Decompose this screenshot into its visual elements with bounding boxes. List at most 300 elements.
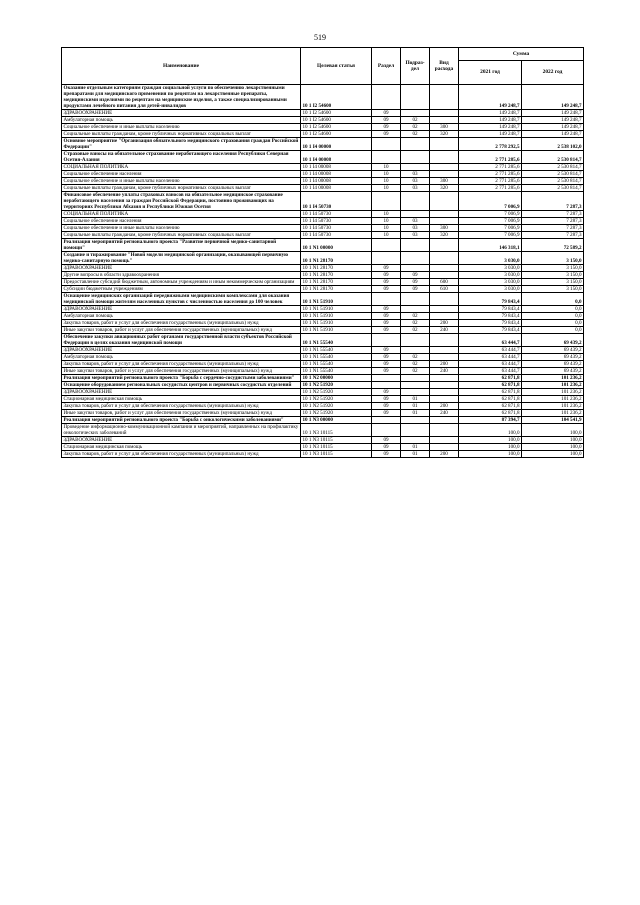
table-row	[62, 239, 584, 252]
table-row	[62, 361, 584, 368]
table-row	[62, 396, 584, 403]
table-row	[62, 151, 584, 164]
cell-expense-type	[430, 375, 459, 382]
cell-section: 10	[372, 225, 401, 232]
cell-2022: 3 150,0	[522, 286, 584, 293]
cell-name: Реализация мероприятий регионального проекта "Борьба с сердечно-сосудистыми заболеваниями"	[62, 375, 301, 382]
cell-name: Социальные выплаты гражданам, кроме публичных нормативных социальных выплат	[62, 232, 301, 239]
cell-expense-type	[430, 192, 459, 211]
cell-2022: 149 248,7	[522, 131, 584, 138]
cell-2021: 2 771 285,6	[459, 185, 522, 192]
cell-name: Закупка товаров, работ и услуг для обеспечения государственных (муниципальных) нужд	[62, 451, 301, 458]
cell-2022: 7 287,3	[522, 192, 584, 211]
cell-subsection	[401, 211, 430, 218]
table-row	[62, 424, 584, 437]
cell-section: 09	[372, 265, 401, 272]
cell-target-code: 10 1 I4 00008	[301, 151, 372, 164]
cell-section: 09	[372, 117, 401, 124]
cell-2021: 2 771 285,6	[459, 171, 522, 178]
cell-name: Социальные выплаты гражданам, кроме публичных нормативных социальных выплат	[62, 185, 301, 192]
cell-2021: 149 248,7	[459, 117, 522, 124]
cell-2021: 87 394,7	[459, 417, 522, 424]
cell-2021: 63 444,7	[459, 334, 522, 347]
cell-expense-type	[430, 211, 459, 218]
cell-name: Иные закупки товаров, работ и услуг для обеспечения государственных (муниципальных) нужд	[62, 410, 301, 417]
table-row	[62, 279, 584, 286]
cell-name: Закупка товаров, работ и услуг для обеспечения государственных (муниципальных) нужд	[62, 403, 301, 410]
cell-expense-type: 200	[430, 403, 459, 410]
table-row	[62, 117, 584, 124]
table-row	[62, 306, 584, 313]
cell-subsection	[401, 85, 430, 110]
table-row	[62, 334, 584, 347]
cell-2022: 104 541,9	[522, 417, 584, 424]
cell-2021: 2 771 285,6	[459, 178, 522, 185]
cell-section: 09	[372, 368, 401, 375]
cell-subsection: 02	[401, 368, 430, 375]
cell-subsection: 01	[401, 410, 430, 417]
cell-target-code: 10 1 N3 10115	[301, 444, 372, 451]
cell-subsection	[401, 424, 430, 437]
cell-target-code: 10 1 N1 55540	[301, 347, 372, 354]
cell-2021: 79 843,4	[459, 313, 522, 320]
cell-target-code: 10 1 N1 55540	[301, 354, 372, 361]
cell-section: 09	[372, 444, 401, 451]
cell-subsection: 01	[401, 403, 430, 410]
cell-section: 09	[372, 389, 401, 396]
cell-target-code: 10 1 I4 00008	[301, 171, 372, 178]
header-name: Наименование	[62, 48, 301, 85]
cell-section	[372, 151, 401, 164]
cell-expense-type	[430, 164, 459, 171]
cell-section	[372, 382, 401, 389]
cell-name: Стационарная медицинская помощь	[62, 444, 301, 451]
cell-expense-type	[430, 313, 459, 320]
cell-2021: 100,0	[459, 451, 522, 458]
cell-expense-type	[430, 437, 459, 444]
cell-2022: 0,0	[522, 320, 584, 327]
cell-section: 09	[372, 124, 401, 131]
cell-2021: 100,0	[459, 437, 522, 444]
cell-expense-type: 300	[430, 178, 459, 185]
cell-expense-type: 300	[430, 225, 459, 232]
cell-2021: 3 030,0	[459, 279, 522, 286]
cell-subsection	[401, 375, 430, 382]
cell-2021: 62 871,8	[459, 389, 522, 396]
table-row	[62, 354, 584, 361]
cell-name: Страховые взносы на обязательное страхование неработающего населения Республики Северная Осетия-Алания	[62, 151, 301, 164]
cell-target-code: 10 1 N1 28170	[301, 272, 372, 279]
cell-section: 09	[372, 410, 401, 417]
cell-section	[372, 417, 401, 424]
cell-2022: 69 439,2	[522, 354, 584, 361]
cell-2021: 2 771 285,6	[459, 151, 522, 164]
cell-2021: 100,0	[459, 424, 522, 437]
cell-name: ЗДРАВООХРАНЕНИЕ	[62, 347, 301, 354]
cell-2022: 3 150,0	[522, 279, 584, 286]
cell-target-code: 10 1 I2 54600	[301, 110, 372, 117]
cell-target-code: 10 1 N1 55540	[301, 361, 372, 368]
cell-2021: 63 444,7	[459, 361, 522, 368]
cell-expense-type: 240	[430, 368, 459, 375]
cell-target-code: 10 1 N1 51910	[301, 327, 372, 334]
cell-name: Амбулаторная помощь	[62, 117, 301, 124]
cell-2022: 0,0	[522, 306, 584, 313]
cell-name: Реализация мероприятий регионального проекта "Развитие первичной медико-санитарной помощи"	[62, 239, 301, 252]
header-section: Раздел	[372, 48, 401, 85]
cell-name: Другие вопросы в области здравоохранения	[62, 272, 301, 279]
cell-subsection	[401, 293, 430, 306]
cell-subsection	[401, 437, 430, 444]
cell-name: ЗДРАВООХРАНЕНИЕ	[62, 110, 301, 117]
cell-expense-type: 240	[430, 327, 459, 334]
cell-2022: 101 236,2	[522, 396, 584, 403]
cell-section: 09	[372, 306, 401, 313]
cell-subsection: 09	[401, 272, 430, 279]
table-row	[62, 85, 584, 110]
table-row	[62, 225, 584, 232]
cell-section: 10	[372, 171, 401, 178]
cell-subsection	[401, 239, 430, 252]
cell-subsection	[401, 389, 430, 396]
cell-subsection: 09	[401, 286, 430, 293]
cell-section: 09	[372, 451, 401, 458]
cell-target-code: 10 1 N3 00000	[301, 417, 372, 424]
cell-section	[372, 424, 401, 437]
cell-name: ЗДРАВООХРАНЕНИЕ	[62, 306, 301, 313]
cell-2022: 100,0	[522, 444, 584, 451]
cell-expense-type	[430, 171, 459, 178]
cell-expense-type	[430, 306, 459, 313]
cell-name: Предоставление субсидий бюджетным, автономным учреждениям и иным некоммерческим организациям	[62, 279, 301, 286]
cell-expense-type: 240	[430, 410, 459, 417]
header-code: Целевая статья	[301, 48, 372, 85]
page-number: 519	[314, 33, 326, 42]
cell-subsection	[401, 151, 430, 164]
table-row	[62, 185, 584, 192]
cell-2022: 149 248,7	[522, 117, 584, 124]
cell-subsection	[401, 347, 430, 354]
cell-expense-type: 320	[430, 232, 459, 239]
table-row	[62, 451, 584, 458]
cell-target-code: 10 1 I4 00008	[301, 178, 372, 185]
cell-2022: 72 589,2	[522, 239, 584, 252]
table-row	[62, 171, 584, 178]
cell-2021: 7 006,9	[459, 225, 522, 232]
cell-target-code: 10 1 N1 28170	[301, 265, 372, 272]
cell-2022: 7 287,3	[522, 218, 584, 225]
cell-expense-type	[430, 293, 459, 306]
cell-section: 09	[372, 131, 401, 138]
cell-target-code: 10 1 N2 51920	[301, 410, 372, 417]
cell-2022: 0,0	[522, 327, 584, 334]
header-2022: 2022 год	[522, 61, 584, 85]
cell-2021: 7 006,9	[459, 232, 522, 239]
cell-target-code: 10 1 N1 55540	[301, 368, 372, 375]
cell-subsection	[401, 110, 430, 117]
table-row	[62, 232, 584, 239]
cell-target-code: 10 1 N2 51920	[301, 389, 372, 396]
cell-2021: 2 771 285,6	[459, 164, 522, 171]
cell-expense-type	[430, 417, 459, 424]
cell-2022: 101 236,2	[522, 382, 584, 389]
cell-2021: 62 871,8	[459, 396, 522, 403]
cell-subsection: 03	[401, 171, 430, 178]
cell-expense-type	[430, 218, 459, 225]
cell-2021: 63 444,7	[459, 368, 522, 375]
cell-name: Иные закупки товаров, работ и услуг для обеспечения государственных (муниципальных) нужд	[62, 327, 301, 334]
cell-expense-type: 200	[430, 361, 459, 368]
cell-name: СОЦИАЛЬНАЯ ПОЛИТИКА	[62, 211, 301, 218]
cell-section: 10	[372, 218, 401, 225]
table-row	[62, 313, 584, 320]
cell-2021: 3 030,0	[459, 252, 522, 265]
table-row	[62, 131, 584, 138]
table-row	[62, 327, 584, 334]
cell-target-code: 10 1 I4 50730	[301, 192, 372, 211]
table-row	[62, 286, 584, 293]
cell-section: 09	[372, 347, 401, 354]
cell-subsection: 01	[401, 451, 430, 458]
table-row	[62, 192, 584, 211]
cell-target-code: 10 1 N1 51910	[301, 313, 372, 320]
cell-name: ЗДРАВООХРАНЕНИЕ	[62, 265, 301, 272]
table-row	[62, 272, 584, 279]
cell-subsection: 01	[401, 396, 430, 403]
cell-2021: 62 871,8	[459, 375, 522, 382]
cell-target-code: 10 1 N1 55540	[301, 334, 372, 347]
cell-2022: 2 530 814,7	[522, 171, 584, 178]
cell-target-code: 10 1 N3 10115	[301, 451, 372, 458]
cell-name: Оказание отдельным категориям граждан социальной услуги по обеспечению лекарственными препаратами для медицинского применения по рецептам на лекарственные препараты, медицинскими изделиями по рецептам на медицинские изделия, а также специализированными продуктами лечебного питания для детей-инвалидов	[62, 85, 301, 110]
cell-2022: 101 236,2	[522, 389, 584, 396]
cell-section: 09	[372, 279, 401, 286]
cell-name: Социальные выплаты гражданам, кроме публичных нормативных социальных выплат	[62, 131, 301, 138]
cell-subsection: 02	[401, 361, 430, 368]
cell-subsection: 03	[401, 178, 430, 185]
cell-2021: 3 030,0	[459, 272, 522, 279]
cell-section: 09	[372, 272, 401, 279]
table-row	[62, 252, 584, 265]
cell-2021: 79 843,4	[459, 306, 522, 313]
cell-2022: 100,0	[522, 451, 584, 458]
cell-2022: 0,0	[522, 313, 584, 320]
cell-target-code: 10 1 I4 50730	[301, 211, 372, 218]
cell-subsection	[401, 164, 430, 171]
cell-subsection	[401, 192, 430, 211]
cell-2022: 100,0	[522, 437, 584, 444]
cell-expense-type	[430, 444, 459, 451]
cell-subsection	[401, 382, 430, 389]
cell-expense-type: 200	[430, 451, 459, 458]
cell-2021: 7 006,9	[459, 192, 522, 211]
cell-name: Амбулаторная помощь	[62, 313, 301, 320]
cell-subsection: 02	[401, 313, 430, 320]
cell-expense-type	[430, 272, 459, 279]
cell-subsection: 02	[401, 327, 430, 334]
cell-section: 09	[372, 403, 401, 410]
table-row	[62, 124, 584, 131]
cell-2022: 2 530 814,7	[522, 178, 584, 185]
cell-name: Реализация мероприятий регионального проекта "Борьба с онкологическими заболеваниями"	[62, 417, 301, 424]
cell-2021: 7 006,9	[459, 211, 522, 218]
table-row	[62, 389, 584, 396]
cell-section	[372, 239, 401, 252]
cell-target-code: 10 1 N1 51910	[301, 306, 372, 313]
table-row	[62, 403, 584, 410]
cell-section: 09	[372, 313, 401, 320]
cell-expense-type	[430, 252, 459, 265]
cell-target-code: 10 1 I4 00000	[301, 138, 372, 151]
cell-target-code: 10 1 I4 00008	[301, 164, 372, 171]
header-sum: Сумма	[459, 48, 584, 61]
cell-expense-type: 320	[430, 131, 459, 138]
cell-2021: 3 030,0	[459, 265, 522, 272]
cell-name: Оснащение оборудованием региональных сосудистых центров и первичных сосудистых отделений	[62, 382, 301, 389]
cell-target-code: 10 1 N2 51920	[301, 403, 372, 410]
table-row	[62, 410, 584, 417]
cell-2021: 146 318,1	[459, 239, 522, 252]
cell-target-code: 10 1 N1 28170	[301, 286, 372, 293]
cell-subsection: 02	[401, 124, 430, 131]
cell-subsection: 03	[401, 225, 430, 232]
cell-section: 10	[372, 164, 401, 171]
cell-2022: 101 236,2	[522, 375, 584, 382]
cell-section	[372, 375, 401, 382]
cell-2021: 3 030,0	[459, 286, 522, 293]
cell-subsection: 01	[401, 444, 430, 451]
table-row	[62, 444, 584, 451]
cell-section	[372, 252, 401, 265]
cell-section: 09	[372, 327, 401, 334]
cell-2021: 149 248,7	[459, 110, 522, 117]
cell-section	[372, 138, 401, 151]
cell-section: 09	[372, 361, 401, 368]
cell-expense-type	[430, 117, 459, 124]
cell-expense-type	[430, 347, 459, 354]
cell-2021: 149 248,7	[459, 85, 522, 110]
cell-target-code: 10 1 I4 50730	[301, 232, 372, 239]
cell-target-code: 10 1 N2 51920	[301, 396, 372, 403]
cell-target-code: 10 1 N1 51910	[301, 320, 372, 327]
header-2021: 2021 год	[459, 61, 522, 85]
cell-name: Основное мероприятие "Организация обязательного медицинского страхования граждан Российской Федерации"	[62, 138, 301, 151]
cell-expense-type	[430, 151, 459, 164]
cell-2022: 2 530 814,7	[522, 185, 584, 192]
cell-subsection: 02	[401, 320, 430, 327]
cell-2022: 7 287,3	[522, 232, 584, 239]
cell-2021: 79 843,4	[459, 327, 522, 334]
cell-section	[372, 192, 401, 211]
cell-target-code: 10 1 N1 28170	[301, 252, 372, 265]
cell-name: Субсидии бюджетным учреждениям	[62, 286, 301, 293]
cell-2021: 62 871,8	[459, 410, 522, 417]
table-row	[62, 138, 584, 151]
table-row	[62, 347, 584, 354]
cell-2022: 149 248,7	[522, 85, 584, 110]
cell-section: 09	[372, 320, 401, 327]
table-row	[62, 218, 584, 225]
table-row	[62, 417, 584, 424]
cell-expense-type	[430, 239, 459, 252]
cell-expense-type	[430, 389, 459, 396]
cell-subsection: 03	[401, 232, 430, 239]
table-row	[62, 178, 584, 185]
cell-target-code: 10 1 I2 54600	[301, 85, 372, 110]
cell-2022: 101 236,2	[522, 410, 584, 417]
cell-name: Социальное обеспечение населения	[62, 218, 301, 225]
cell-name: Иные закупки товаров, работ и услуг для обеспечения государственных (муниципальных) нужд	[62, 368, 301, 375]
cell-section: 10	[372, 211, 401, 218]
cell-name: Закупка товаров, работ и услуг для обеспечения государственных (муниципальных) нужд	[62, 361, 301, 368]
table-row	[62, 382, 584, 389]
header-subsection: Подраз-дел	[401, 48, 430, 85]
cell-2022: 69 439,2	[522, 334, 584, 347]
cell-subsection	[401, 417, 430, 424]
table-row	[62, 375, 584, 382]
cell-name: Оснащение медицинских организаций передвижными медицинскими комплексами для оказания медицинской помощи жителям населенных пунктов с численностью населения до 100 человек	[62, 293, 301, 306]
cell-subsection: 03	[401, 185, 430, 192]
cell-subsection	[401, 252, 430, 265]
cell-subsection	[401, 265, 430, 272]
cell-2022: 69 439,2	[522, 347, 584, 354]
cell-name: Социальное обеспечение и иные выплаты населению	[62, 225, 301, 232]
table-body	[62, 85, 584, 458]
cell-subsection: 09	[401, 279, 430, 286]
cell-target-code: 10 1 I4 00008	[301, 185, 372, 192]
table-row	[62, 368, 584, 375]
cell-name: Обеспечение закупки авиационных работ органами государственной власти субъектов Российской Федерации в целях оказания медицинской помощи	[62, 334, 301, 347]
header-expense-type: Вид расхода	[430, 48, 459, 85]
cell-target-code: 10 1 N2 00000	[301, 375, 372, 382]
cell-2022: 149 248,7	[522, 110, 584, 117]
cell-expense-type: 200	[430, 320, 459, 327]
cell-target-code: 10 1 I2 54600	[301, 117, 372, 124]
cell-name: Проведение информационно-коммуникационной кампании и мероприятий, направленных на профилактику онкологических заболеваний	[62, 424, 301, 437]
cell-target-code: 10 1 N2 51920	[301, 382, 372, 389]
cell-expense-type: 610	[430, 286, 459, 293]
cell-2021: 63 444,7	[459, 347, 522, 354]
cell-2022: 2 538 102,0	[522, 138, 584, 151]
cell-2021: 149 248,7	[459, 124, 522, 131]
cell-target-code: 10 1 I4 50730	[301, 225, 372, 232]
cell-subsection: 03	[401, 218, 430, 225]
cell-section: 09	[372, 286, 401, 293]
cell-expense-type: 320	[430, 185, 459, 192]
table-row	[62, 164, 584, 171]
cell-name: Амбулаторная помощь	[62, 354, 301, 361]
cell-section: 10	[372, 185, 401, 192]
cell-2021: 79 843,4	[459, 293, 522, 306]
table-row	[62, 265, 584, 272]
cell-section	[372, 334, 401, 347]
cell-section: 10	[372, 232, 401, 239]
cell-section: 09	[372, 437, 401, 444]
cell-2022: 7 287,3	[522, 211, 584, 218]
cell-name: Социальное обеспечение и иные выплаты населению	[62, 178, 301, 185]
cell-target-code: 10 1 I4 50730	[301, 218, 372, 225]
cell-expense-type: 600	[430, 279, 459, 286]
cell-2021: 63 444,7	[459, 354, 522, 361]
cell-section: 09	[372, 396, 401, 403]
cell-2022: 69 439,2	[522, 361, 584, 368]
cell-2021: 62 871,8	[459, 382, 522, 389]
cell-section	[372, 85, 401, 110]
table-row	[62, 320, 584, 327]
cell-name: Закупка товаров, работ и услуг для обеспечения государственных (муниципальных) нужд	[62, 320, 301, 327]
table-row	[62, 293, 584, 306]
cell-name: Социальное обеспечение населения	[62, 171, 301, 178]
